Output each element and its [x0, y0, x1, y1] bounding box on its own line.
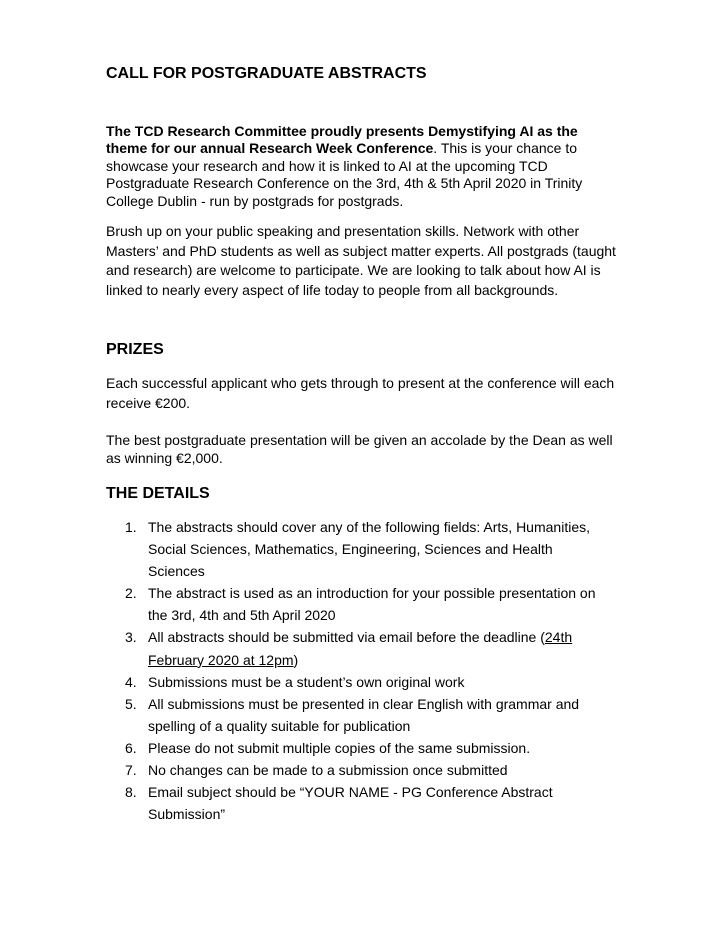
- intro-bold-text: The TCD Research Committee proudly presents Demystifying AI as the theme for our annual Research Week Conference: [106, 123, 578, 157]
- list-item: [106, 781, 606, 825]
- list-item-text-end: ): [293, 651, 299, 668]
- details-heading: THE DETAILS: [106, 485, 210, 502]
- list-item-number: 6.: [125, 739, 137, 756]
- list-item: [106, 582, 606, 626]
- list-item: [106, 671, 606, 693]
- list-item-text: No changes can be made to a submission once submitted: [148, 762, 508, 779]
- list-item-number: 5.: [125, 695, 137, 712]
- prize-paragraph-2: The best postgraduate presentation will be given an accolade by the Dean as well as winning €2,000.: [106, 432, 613, 466]
- prize-paragraph-1: Each successful applicant who gets through to present at the conference will each receive €200.: [106, 375, 615, 411]
- list-item-number: 2.: [125, 585, 137, 602]
- list-item-number: 3.: [125, 629, 137, 646]
- deadline-text: 24th February 2020 at 12pm: [148, 629, 573, 668]
- list-item-text: Submissions must be a student’s own original work: [148, 673, 465, 690]
- list-item-text: Email subject should be “YOUR NAME - PG Conference Abstract Submission”: [148, 784, 553, 823]
- list-item-text: Please do not submit multiple copies of the same submission.: [148, 739, 531, 756]
- prizes-heading: PRIZES: [106, 341, 164, 358]
- list-item-text: The abstract is used as an introduction for your possible presentation on the 3rd, 4th and 5th April 2020: [148, 585, 596, 624]
- list-item-number: 8.: [125, 784, 137, 801]
- list-item-text: The abstracts should cover any of the following fields: Arts, Humanities, Social Sciences, Mathematics, Engineering, Sciences and Health Sciences: [148, 519, 590, 580]
- list-item: [106, 516, 606, 582]
- details-list: [106, 516, 606, 825]
- brush-up-paragraph: Brush up on your public speaking and presentation skills. Network with other Masters’ and PhD students as well as subject matter experts. All postgrads (taught and research) are welcome to participate. We are looking to talk about how AI is linked to nearly every aspect of life today to people from all backgrounds.: [106, 223, 616, 298]
- list-item: [106, 759, 606, 781]
- page-title: CALL FOR POSTGRADUATE ABSTRACTS: [106, 65, 427, 82]
- list-item-number: 4.: [125, 673, 137, 690]
- list-item-text: All abstracts should be submitted via email before the deadline (: [148, 629, 545, 646]
- list-item: [106, 737, 606, 759]
- list-item-number: 1.: [125, 519, 137, 535]
- list-item: [106, 626, 606, 670]
- intro-text: . This is your chance to showcase your research and how it is linked to AI at the upcoming TCD Postgraduate Research Conference on the 3rd, 4th & 5th April 2020 in Trinity College Dublin - run by postgrads for postgrads.: [106, 140, 583, 209]
- list-item-text: All submissions must be presented in clear English with grammar and spelling of a quality suitable for publication: [148, 695, 580, 734]
- intro-paragraph: [106, 123, 616, 210]
- list-item-number: 7.: [125, 762, 137, 779]
- list-item: [106, 693, 606, 737]
